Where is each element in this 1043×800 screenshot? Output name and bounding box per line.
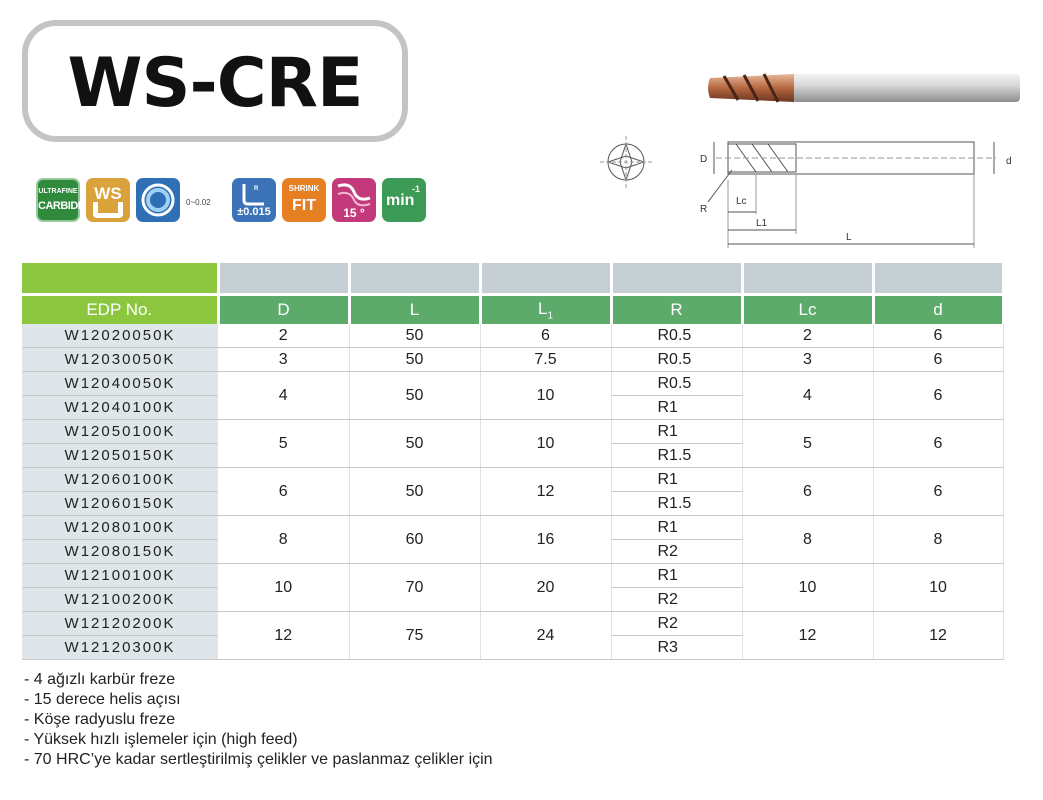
- table-row: [22, 420, 1003, 444]
- dim-R: R: [700, 204, 708, 215]
- L1-cell: 24: [480, 612, 611, 660]
- shrink-fit-icon: [282, 178, 326, 222]
- col-header-Lc: Lc: [742, 295, 873, 325]
- title-frame: [22, 20, 408, 142]
- tolerance-text: 0~0.02: [186, 198, 211, 207]
- R-cell: R2: [611, 540, 742, 564]
- header-row: [22, 295, 1003, 325]
- L1-cell: 10: [480, 372, 611, 420]
- note-item: - Köşe radyuslu freze: [24, 711, 176, 728]
- Lc-cell: 2: [742, 324, 873, 348]
- R-cell: R2: [611, 612, 742, 636]
- carbide-icon-bottom: CARBIDE: [38, 200, 85, 212]
- header-band-cell: [480, 263, 611, 295]
- R-cell: R0.5: [611, 348, 742, 372]
- edp-cell: W12030050K: [22, 348, 218, 372]
- col-header-D: D: [218, 295, 349, 325]
- R-cell: R0.5: [611, 372, 742, 396]
- Lc-cell: 8: [742, 516, 873, 564]
- carbide-icon-top: ULTRAFINE: [38, 188, 78, 195]
- note-item: - 15 derece helis açısı: [24, 691, 181, 708]
- tolerance-circle-icon: [136, 178, 180, 222]
- col-header-L1: [480, 295, 611, 325]
- L-cell: 50: [349, 420, 480, 468]
- L-cell: 60: [349, 516, 480, 564]
- table-row: [22, 468, 1003, 492]
- L-cell: 50: [349, 468, 480, 516]
- edp-cell: W12120300K: [22, 636, 218, 660]
- edp-cell: W12120200K: [22, 612, 218, 636]
- d-cell: 10: [873, 564, 1003, 612]
- tool-photo-image: [704, 68, 1024, 108]
- R-cell: R1: [611, 468, 742, 492]
- shrink-icon-bottom: FIT: [292, 197, 316, 214]
- Lc-cell: 5: [742, 420, 873, 468]
- rpm-icon-superscript: -1: [412, 184, 421, 194]
- note-item: - 70 HRC’ye kadar sertleştirilmiş çelikler ve paslanmaz çelikler için: [24, 751, 493, 768]
- L1-cell: 20: [480, 564, 611, 612]
- col-header-L1-main: L: [537, 298, 548, 318]
- R-cell: R2: [611, 588, 742, 612]
- radius-icon-letter: R: [254, 186, 259, 192]
- edp-cell: W12040100K: [22, 396, 218, 420]
- Lc-cell: 6: [742, 468, 873, 516]
- dim-D: D: [700, 154, 708, 165]
- R-cell: R1: [611, 420, 742, 444]
- R-cell: R1: [611, 564, 742, 588]
- table-row: [22, 612, 1003, 636]
- L1-cell: 16: [480, 516, 611, 564]
- D-cell: 10: [218, 564, 349, 612]
- edp-cell: W12050150K: [22, 444, 218, 468]
- R-cell: R0.5: [611, 324, 742, 348]
- d-cell: 6: [873, 348, 1003, 372]
- L1-cell: 7.5: [480, 348, 611, 372]
- D-cell: 4: [218, 372, 349, 420]
- edp-cell: W12060100K: [22, 468, 218, 492]
- dim-L: L: [846, 232, 852, 243]
- header-band-cell: [349, 263, 480, 295]
- L-cell: 75: [349, 612, 480, 660]
- note-item: - Yüksek hızlı işlemeler için (high feed): [24, 731, 298, 748]
- d-cell: 6: [873, 420, 1003, 468]
- note-item: - 4 ağızlı karbür freze: [24, 671, 176, 688]
- dimension-drawing-icon: [596, 124, 1026, 254]
- rpm-icon: [382, 178, 426, 222]
- D-cell: 5: [218, 420, 349, 468]
- L1-cell: 6: [480, 324, 611, 348]
- table-row: [22, 324, 1003, 348]
- ultrafine-carbide-icon: [36, 178, 85, 222]
- rpm-icon-label: min: [386, 192, 415, 209]
- d-cell: 6: [873, 468, 1003, 516]
- col-header-L1-sub: 1: [547, 310, 554, 322]
- helix-angle-icon: [332, 178, 376, 222]
- R-cell: R1.5: [611, 492, 742, 516]
- tolerance-icon: [136, 178, 180, 222]
- R-cell: R1: [611, 396, 742, 420]
- table-row: [22, 516, 1003, 540]
- product-title: WS-CRE: [67, 44, 363, 123]
- col-header-edp: EDP No.: [22, 295, 218, 325]
- R-cell: R1: [611, 516, 742, 540]
- edp-cell: W12080100K: [22, 516, 218, 540]
- edp-cell: W12050100K: [22, 420, 218, 444]
- helix-icon-label: 15 °: [343, 206, 365, 220]
- d-cell: 8: [873, 516, 1003, 564]
- table-row: [22, 564, 1003, 588]
- table-row: [22, 372, 1003, 396]
- D-cell: 6: [218, 468, 349, 516]
- Lc-cell: 3: [742, 348, 873, 372]
- radius-tolerance-icon: [232, 178, 276, 222]
- L-cell: 70: [349, 564, 480, 612]
- feature-notes: [24, 670, 493, 770]
- dim-L1: L1: [756, 218, 768, 229]
- d-cell: 12: [873, 612, 1003, 660]
- D-cell: 8: [218, 516, 349, 564]
- technical-drawing: [596, 124, 1026, 254]
- header-band: [22, 263, 1003, 295]
- D-cell: 3: [218, 348, 349, 372]
- d-cell: 6: [873, 324, 1003, 348]
- edp-cell: W12100100K: [22, 564, 218, 588]
- edp-cell: W12020050K: [22, 324, 218, 348]
- header-band-cell: [22, 263, 218, 295]
- edp-cell: W12100200K: [22, 588, 218, 612]
- Lc-cell: 12: [742, 612, 873, 660]
- col-header-R: R: [611, 295, 742, 325]
- L-cell: 50: [349, 324, 480, 348]
- table-row: [22, 348, 1003, 372]
- header-band-cell: [611, 263, 742, 295]
- header-band-cell: [218, 263, 349, 295]
- d-cell: 6: [873, 372, 1003, 420]
- dim-Lc: Lc: [736, 196, 747, 207]
- Lc-cell: 10: [742, 564, 873, 612]
- ws-icon-label: WS: [94, 184, 122, 203]
- shrink-icon-top: SHRINK: [288, 184, 320, 193]
- ws-icon-shape: [93, 202, 123, 218]
- D-cell: 12: [218, 612, 349, 660]
- dim-d: d: [1006, 156, 1012, 167]
- header-band-cell: [742, 263, 873, 295]
- L-cell: 50: [349, 348, 480, 372]
- D-cell: 2: [218, 324, 349, 348]
- L1-cell: 12: [480, 468, 611, 516]
- edp-cell: W12040050K: [22, 372, 218, 396]
- R-cell: R1.5: [611, 444, 742, 468]
- col-header-d: d: [873, 295, 1003, 325]
- spec-table: [22, 263, 1005, 660]
- R-cell: R3: [611, 636, 742, 660]
- Lc-cell: 4: [742, 372, 873, 420]
- col-header-L: L: [349, 295, 480, 325]
- edp-cell: W12060150K: [22, 492, 218, 516]
- edp-cell: W12080150K: [22, 540, 218, 564]
- header-band-cell: [873, 263, 1003, 295]
- L-cell: 50: [349, 372, 480, 420]
- radius-icon-tolerance: ±0.015: [237, 206, 271, 218]
- L1-cell: 10: [480, 420, 611, 468]
- ws-coating-icon: [86, 178, 130, 222]
